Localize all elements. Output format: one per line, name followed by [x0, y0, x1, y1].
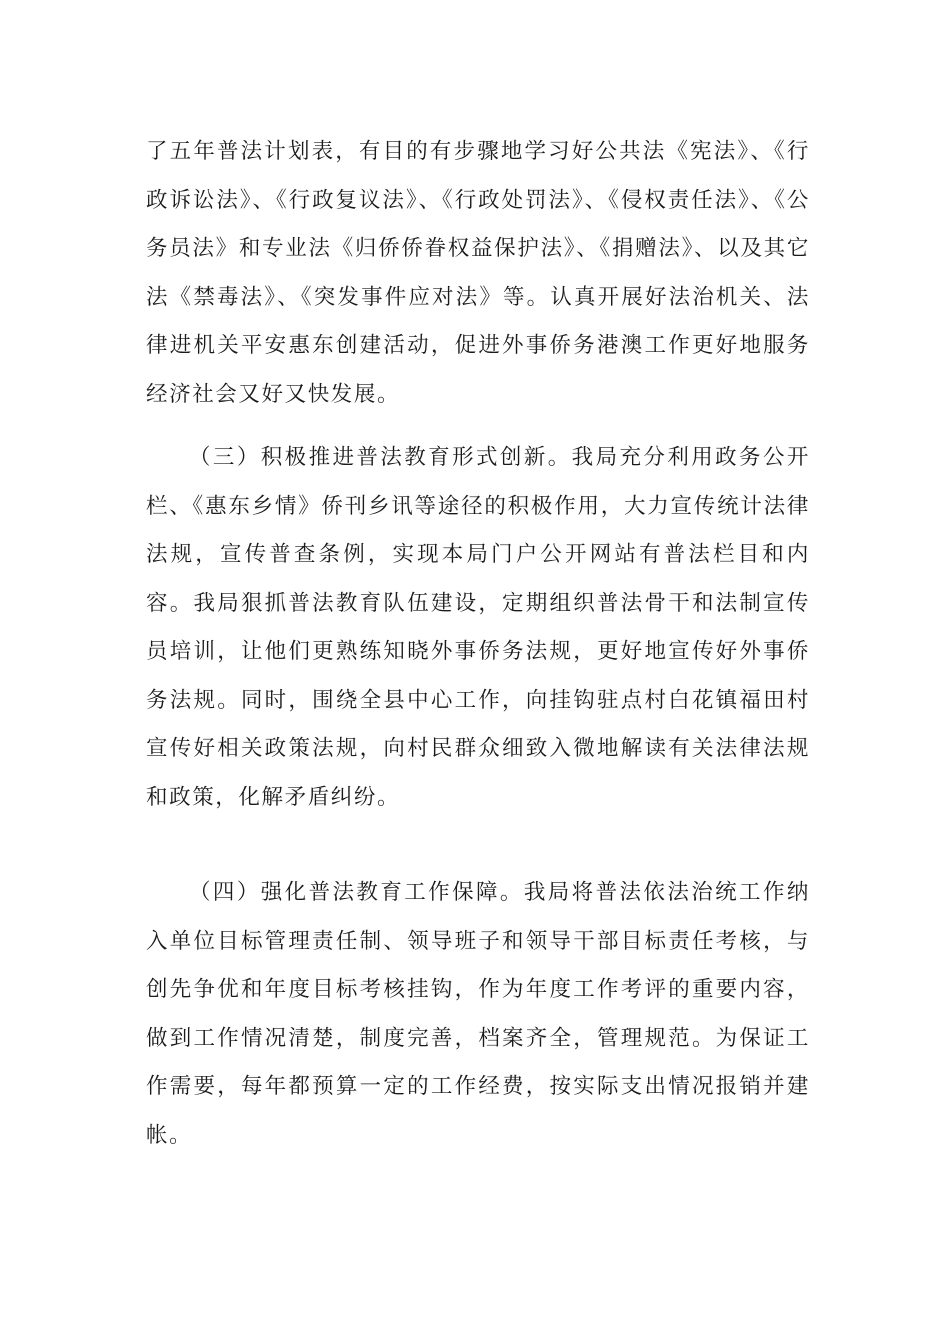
paragraph-continuation: 了五年普法计划表，有目的有步骤地学习好公共法《宪法》、《行政诉讼法》、《行政复议法》、《行政处罚法》、《侵权责任法》、《公务员法》和专业法《归侨侨眷权益保护法》、《捐赠法》、以及其它法《禁毒法》、《突发事件应对法》等。认真开展好法治机关、法律进机关平安惠东创建活动，促进外事侨务港澳工作更好地服务经济社会又好又快发展。 [146, 139, 810, 407]
paragraph-section-three: （三）积极推进普法教育形式创新。我局充分利用政务公开栏、《惠东乡情》侨刊乡讯等途径的积极作用，大力宣传统计法律法规，宣传普查条例，实现本局门户公开网站有普法栏目和内容。我局狠抓普法教育队伍建设，定期组织普法骨干和法制宣传员培训，让他们更熟练知晓外事侨务法规，更好地宣传好外事侨务法规。同时，围绕全县中心工作，向挂钩驻点村白花镇福田村宣传好相关政策法规，向村民群众细致入微地解读有关法律法规和政策，化解矛盾纠纷。 [146, 445, 810, 810]
paragraph-section-four: （四）强化普法教育工作保障。我局将普法依法治统工作纳入单位目标管理责任制、领导班子和领导干部目标责任考核，与创先争优和年度目标考核挂钩，作为年度工作考评的重要内容，做到工作情况清楚，制度完善，档案齐全，管理规范。为保证工作需要，每年都预算一定的工作经费，按实际支出情况报销并建帐。 [146, 880, 810, 1148]
